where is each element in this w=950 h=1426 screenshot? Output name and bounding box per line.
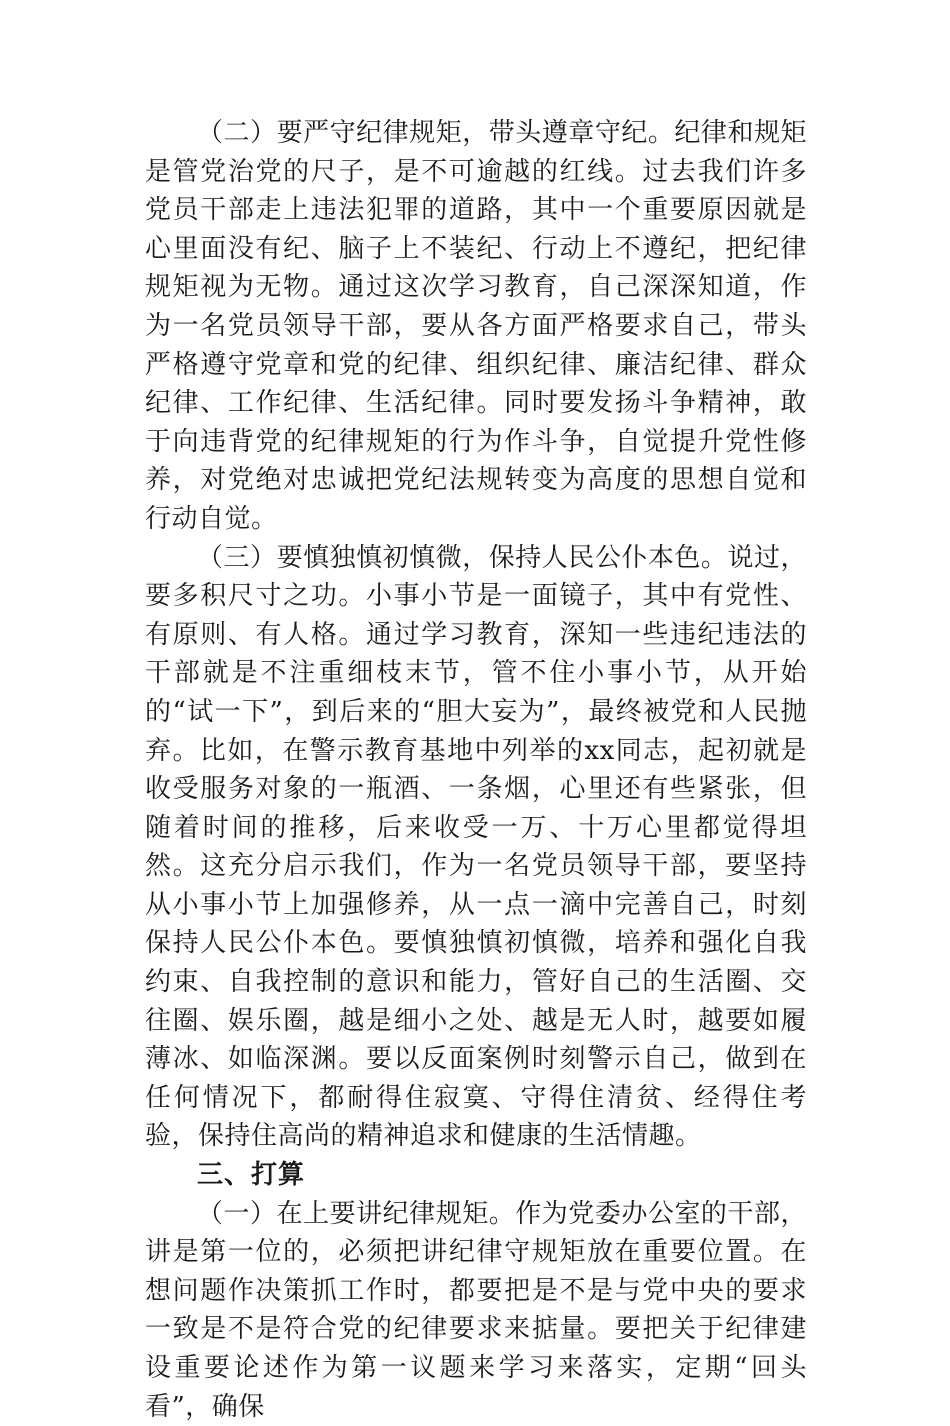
paragraph-discipline-rules: （二）要严守纪律规矩，带头遵章守纪。纪律和规矩是管党治党的尺子，是不可逾越的红线。过去我们许多党员干部走上违法犯罪的道路，其中一个重要原因就是心里面没有纪、脑子上不装纪、行动上不遵纪，把纪律规矩视为无物。通过这次学习教育，自己深深知道，作为一名党员领导干部，要从各方面严格要求自己，带头严格遵守党章和党的纪律、组织纪律、廉洁纪律、群众纪律、工作纪律、生活纪律。同时要发扬斗争精神，敢于向违背党的纪律规矩的行为作斗争，自觉提升党性修养，对党绝对忠诚把党纪法规转变为高度的思想自觉和行动自觉。 bbox=[145, 118, 807, 534]
document-page bbox=[145, 114, 807, 1426]
section-heading-plans: 三、打算 bbox=[197, 1160, 306, 1191]
paragraph-prudence: （三）要慎独慎初慎微，保持人民公仆本色。说过，要多积尺寸之功。小事小节是一面镜子，其中有党性、有原则、有人格。通过学习教育，深知一些违纪违法的干部就是不注重细枝末节，管不住小事小节，从开始的“试一下”，到后来的“胆大妄为”，最终被党和人民抛弃。比如，在警示教育基地中列举的xx同志，起初就是收受服务对象的一瓶酒、一条烟，心里还有些紧张，但随着时间的推移，后来收受一万、十万心里都觉得坦然。这充分启示我们，作为一名党员领导干部，要坚持从小事小节上加强修养，从一点一滴中完善自己，时刻保持人民公仆本色。要慎独慎初慎微，培养和强化自我约束、自我控制的意识和能力，管好自己的生活圈、交往圈、娱乐圈，越是细小之处、越是无人时，越要如履薄冰、如临深渊。要以反面案例时刻警示自己，做到在任何情况下，都耐得住寂寞、守得住清贫、经得住考验，保持住高尚的精神追求和健康的生活情趣。 bbox=[145, 542, 807, 1152]
paragraph-plan-one: （一）在上要讲纪律规矩。作为党委办公室的干部，讲是第一位的，必须把讲纪律守规矩放在重要位置。在想问题作决策抓工作时，都要把是不是与党中央的要求一致是不是符合党的纪律要求来掂量。要把关于纪律建设重要论述作为第一议题来学习来落实，定期“回头看”，确保 bbox=[145, 1198, 807, 1422]
